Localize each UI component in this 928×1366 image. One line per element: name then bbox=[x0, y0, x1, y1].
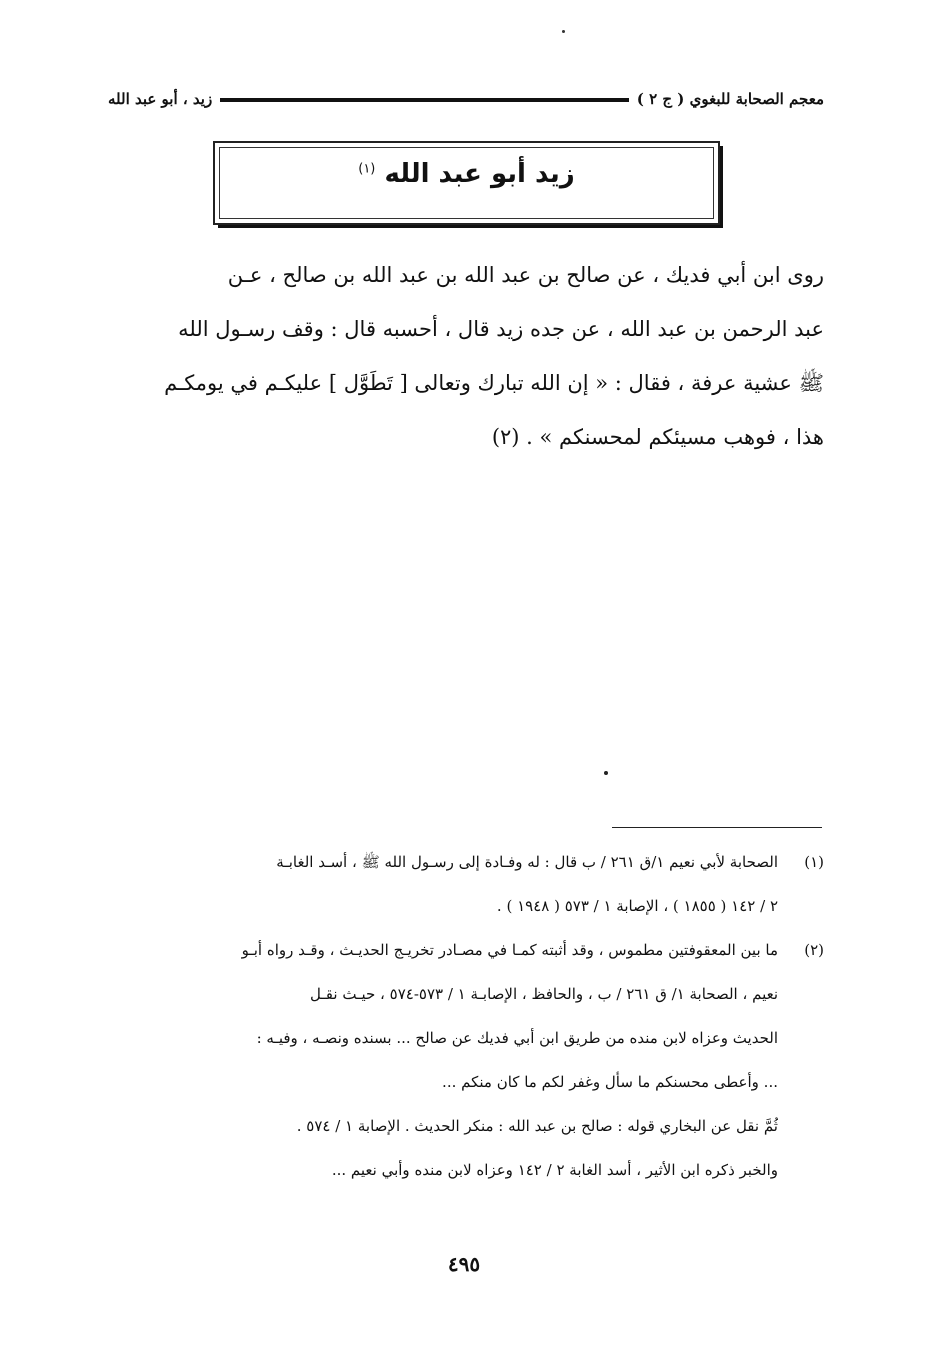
body-line: روى ابن أبي فديك ، عن صالح بن عبد الله بن عبد الله بن صالح ، عـن bbox=[227, 263, 824, 287]
footnote-line: نعيم ، الصحابة ١/ ق ٢٦١ / ب ، والحافظ ، الإصابـة ١ / ٥٧٣-٥٧٤ ، حيـث نقـل bbox=[310, 985, 778, 1003]
title-footnote-mark: (١) bbox=[358, 161, 376, 177]
footnote-number: (٢) bbox=[804, 941, 824, 959]
body-line: هذا ، فوهب مسيئكم لمحسنكم » . (٢) bbox=[491, 425, 824, 449]
body-line: ﷺ عشية عرفة ، فقال : « إن الله تبارك وتعالى [ تَطَوَّل ] عليكـم في يومكـم bbox=[164, 371, 824, 395]
footnote-number: (١) bbox=[804, 853, 824, 871]
header-rule bbox=[220, 98, 629, 102]
footnote-body bbox=[108, 928, 778, 1192]
entry-title bbox=[215, 159, 718, 189]
footnote-1 bbox=[108, 840, 824, 928]
footnote-2 bbox=[108, 928, 824, 1192]
page-number: ٤٩٥ bbox=[447, 1252, 481, 1276]
footnote-line: الحديث وعزاه لابن منده من طريق ابن أبي فديك عن صالح ... بسنده ونصـه ، وفيـه : bbox=[256, 1029, 778, 1047]
footnote-note: والخبر ذكره ابن الأثير ، أسد الغابة ٢ / ١٤٢ وعزاه لابن منده وأبي نعيم ... bbox=[331, 1161, 778, 1179]
running-header bbox=[108, 86, 824, 112]
scan-speck bbox=[562, 30, 565, 33]
body-paragraph bbox=[108, 248, 824, 464]
entry-title-text: زيد أبو عبد الله bbox=[384, 159, 575, 189]
footnote-separator bbox=[612, 827, 822, 828]
entry-title-box bbox=[213, 141, 720, 225]
footnote-line: الصحابة لأبي نعيم ١/ق ٢٦١ / ب قال : له وفـادة إلى رسـول الله ﷺ ، أسـد الغابـة bbox=[276, 853, 778, 871]
footnotes bbox=[108, 840, 824, 1192]
header-entry-name: زيد ، أبو عبد الله bbox=[108, 90, 213, 108]
footnote-body bbox=[108, 840, 778, 928]
footnote-line: ما بين المعقوفتين مطموس ، وقد أثبته كمـا في مصـادر تخريـج الحديـث ، وقـد رواه أبـو bbox=[241, 941, 778, 959]
body-line: عبد الرحمن بن عبد الله ، عن جده زيد قال ، أحسبه قال : وقف رسـول الله bbox=[178, 317, 824, 341]
scan-speck bbox=[604, 771, 608, 775]
footnote-line: ... وأعطى محسنكم ما سأل وغفر لكم ما كان منكم ... bbox=[442, 1073, 778, 1091]
footnote-note: ثُمَّ نقل عن البخاري قوله : صالح بن عبد الله : منكر الحديث . الإصابة ١ / ٥٧٤ . bbox=[296, 1117, 778, 1135]
footnote-line: ٢ / ١٤٢ ( ١٨٥٥ ) ، الإصابة ١ / ٥٧٣ ( ١٩٤٨ ) . bbox=[496, 897, 778, 915]
header-book-title: معجم الصحابة للبغوي ( ج ٢ ) bbox=[636, 90, 824, 108]
